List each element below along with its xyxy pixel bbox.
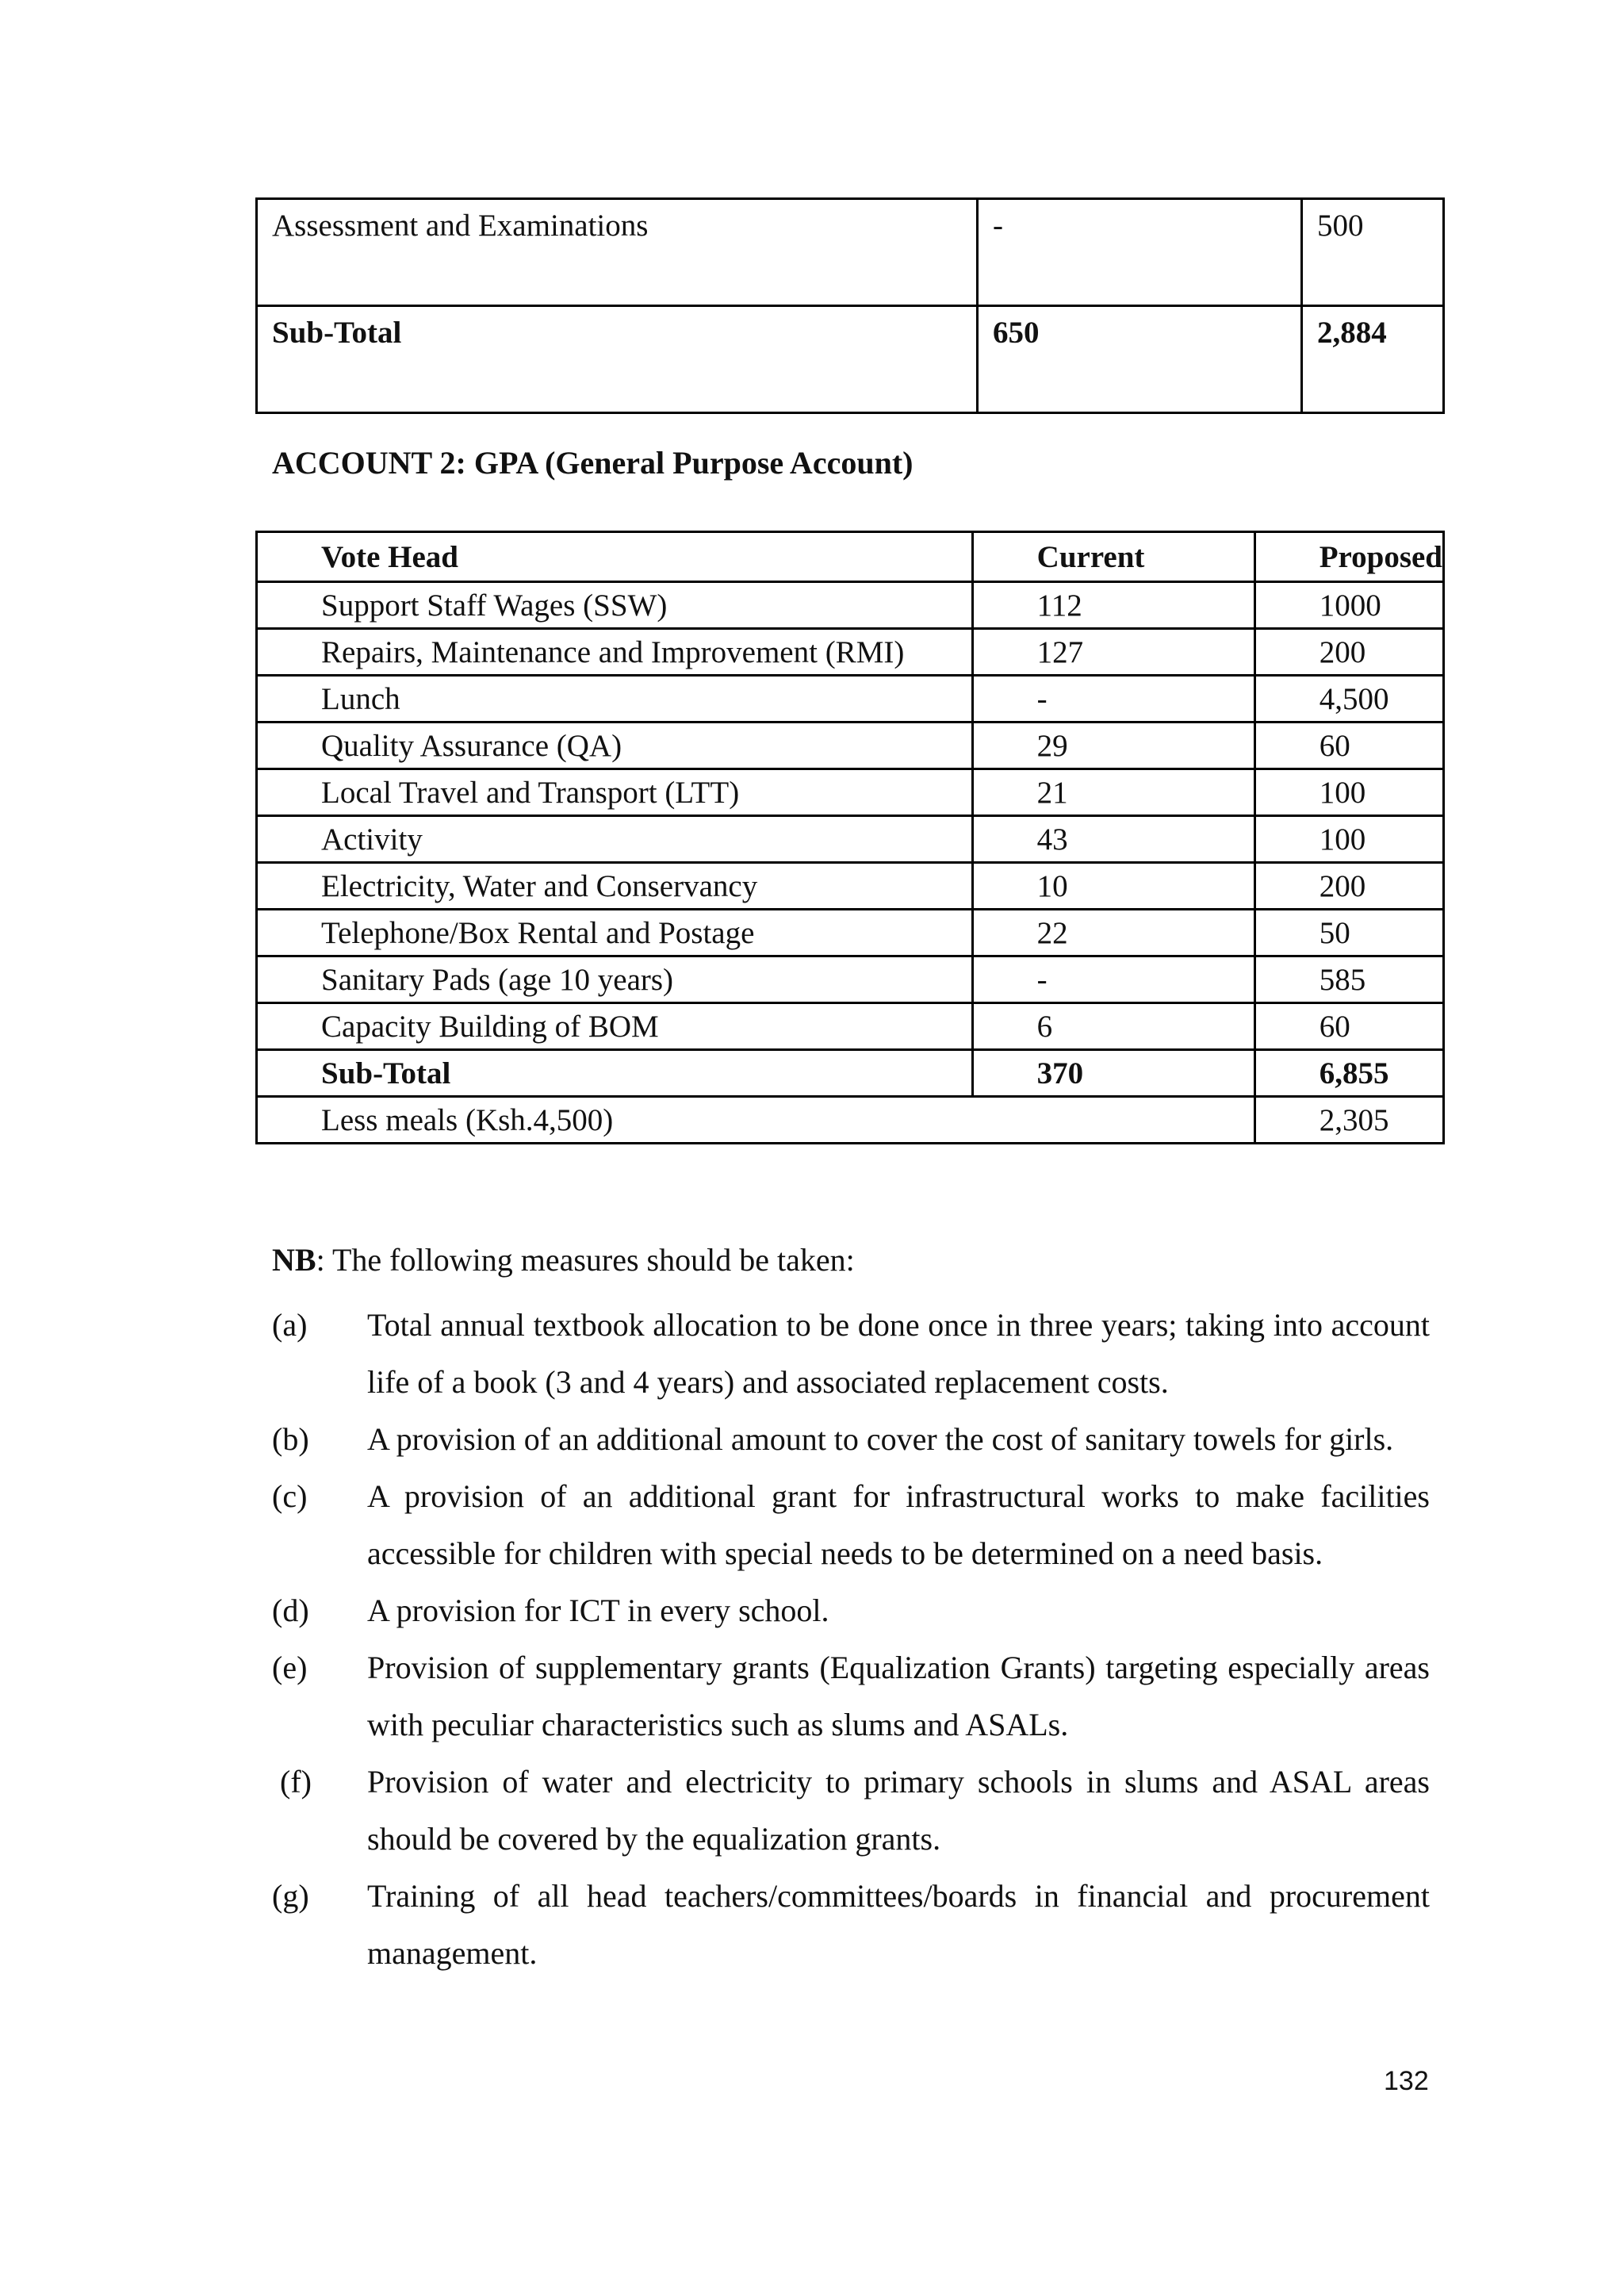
current-cell: 10: [972, 863, 1254, 910]
vote-head-cell: Assessment and Examinations: [257, 199, 978, 306]
subtotal-current: 650: [978, 306, 1302, 413]
list-item-label: (d): [272, 1593, 309, 1628]
proposed-cell: 60: [1254, 1003, 1443, 1050]
page-number: 132: [1384, 2066, 1429, 2096]
list-item-text: A provision of an additional amount to cover the cost of sanitary towels for girls.: [367, 1421, 1394, 1457]
vote-head-cell: Electricity, Water and Conservancy: [257, 863, 973, 910]
less-meals-row: [257, 1097, 1444, 1144]
vote-head-cell: Quality Assurance (QA): [257, 723, 973, 769]
table-header-row: [257, 532, 1444, 582]
proposed-cell: 200: [1254, 863, 1443, 910]
current-cell: -: [972, 676, 1254, 723]
header-proposed: Proposed: [1254, 532, 1443, 582]
subtotal-row: [257, 1050, 1444, 1097]
table-row: [257, 956, 1444, 1003]
proposed-cell: 200: [1254, 629, 1443, 676]
list-item-text: A provision of an additional grant for infrastructural works to make facilities accessible for children with special needs to be determined on a need basis.: [367, 1478, 1430, 1571]
list-item-label: (f): [272, 1764, 312, 1800]
list-item: [272, 1297, 1430, 1411]
current-cell: 21: [972, 769, 1254, 816]
current-cell: 112: [972, 582, 1254, 629]
less-meals-label: Less meals (Ksh.4,500): [257, 1097, 1255, 1144]
table-row: [257, 816, 1444, 863]
list-item: [272, 1582, 1430, 1639]
measures-list: [272, 1297, 1430, 1982]
list-item-label: (a): [272, 1307, 308, 1343]
header-vote-head: Vote Head: [257, 532, 973, 582]
list-item-text: Training of all head teachers/committees/boards in financial and procurement management.: [367, 1878, 1430, 1971]
subtotal-proposed: 6,855: [1254, 1050, 1443, 1097]
current-cell: -: [978, 199, 1302, 306]
list-item: [272, 1468, 1430, 1582]
table-row: [257, 863, 1444, 910]
vote-head-cell: Lunch: [257, 676, 973, 723]
current-cell: 29: [972, 723, 1254, 769]
proposed-cell: 100: [1254, 769, 1443, 816]
nb-heading: [272, 1241, 855, 1278]
table-row: [257, 1003, 1444, 1050]
table-row: [257, 723, 1444, 769]
current-cell: 127: [972, 629, 1254, 676]
proposed-cell: 1000: [1254, 582, 1443, 629]
proposed-cell: 100: [1254, 816, 1443, 863]
nb-intro: : The following measures should be taken:: [316, 1242, 855, 1278]
table-row: [257, 910, 1444, 956]
table-row: [257, 676, 1444, 723]
proposed-cell: 585: [1254, 956, 1443, 1003]
list-item-text: Provision of water and electricity to primary schools in slums and ASAL areas should be covered by the equalization grants.: [367, 1764, 1430, 1857]
subtotal-label: Sub-Total: [257, 1050, 973, 1097]
proposed-cell: 50: [1254, 910, 1443, 956]
vote-head-cell: Capacity Building of BOM: [257, 1003, 973, 1050]
subtotal-proposed: 2,884: [1302, 306, 1444, 413]
subtotal-row: [257, 306, 1444, 413]
list-item: [272, 1411, 1430, 1468]
vote-head-cell: Sanitary Pads (age 10 years): [257, 956, 973, 1003]
vote-head-cell: Telephone/Box Rental and Postage: [257, 910, 973, 956]
list-item-text: A provision for ICT in every school.: [367, 1593, 829, 1628]
proposed-cell: 500: [1302, 199, 1444, 306]
list-item-text: Provision of supplementary grants (Equalization Grants) targeting especially areas with peculiar characteristics such as slums and ASALs.: [367, 1650, 1430, 1742]
current-cell: -: [972, 956, 1254, 1003]
list-item-label: (e): [272, 1650, 308, 1685]
proposed-cell: 60: [1254, 723, 1443, 769]
current-cell: 22: [972, 910, 1254, 956]
vote-head-cell: Repairs, Maintenance and Improvement (RMI): [257, 629, 973, 676]
list-item-text: Total annual textbook allocation to be done once in three years; taking into account life of a book (3 and 4 years) and associated replacement costs.: [367, 1307, 1430, 1400]
vote-head-cell: Local Travel and Transport (LTT): [257, 769, 973, 816]
table-row: [257, 199, 1444, 306]
header-current: Current: [972, 532, 1254, 582]
list-item-label: (c): [272, 1478, 308, 1514]
list-item-label: (b): [272, 1421, 309, 1457]
vote-head-cell: Support Staff Wages (SSW): [257, 582, 973, 629]
subtotal-label: Sub-Total: [257, 306, 978, 413]
list-item-label: (g): [272, 1878, 309, 1914]
table-row: [257, 629, 1444, 676]
account1-continuation-table: [255, 197, 1445, 414]
gpa-vote-head-table: [255, 531, 1445, 1144]
vote-head-cell: Activity: [257, 816, 973, 863]
account2-heading: ACCOUNT 2: GPA (General Purpose Account): [272, 445, 914, 481]
table-row: [257, 769, 1444, 816]
list-item: [272, 1868, 1430, 1982]
list-item: [272, 1754, 1430, 1868]
table-row: [257, 582, 1444, 629]
current-cell: 43: [972, 816, 1254, 863]
nb-label: NB: [272, 1242, 316, 1278]
current-cell: 6: [972, 1003, 1254, 1050]
list-item: [272, 1639, 1430, 1754]
proposed-cell: 4,500: [1254, 676, 1443, 723]
less-meals-proposed: 2,305: [1254, 1097, 1443, 1144]
subtotal-current: 370: [972, 1050, 1254, 1097]
